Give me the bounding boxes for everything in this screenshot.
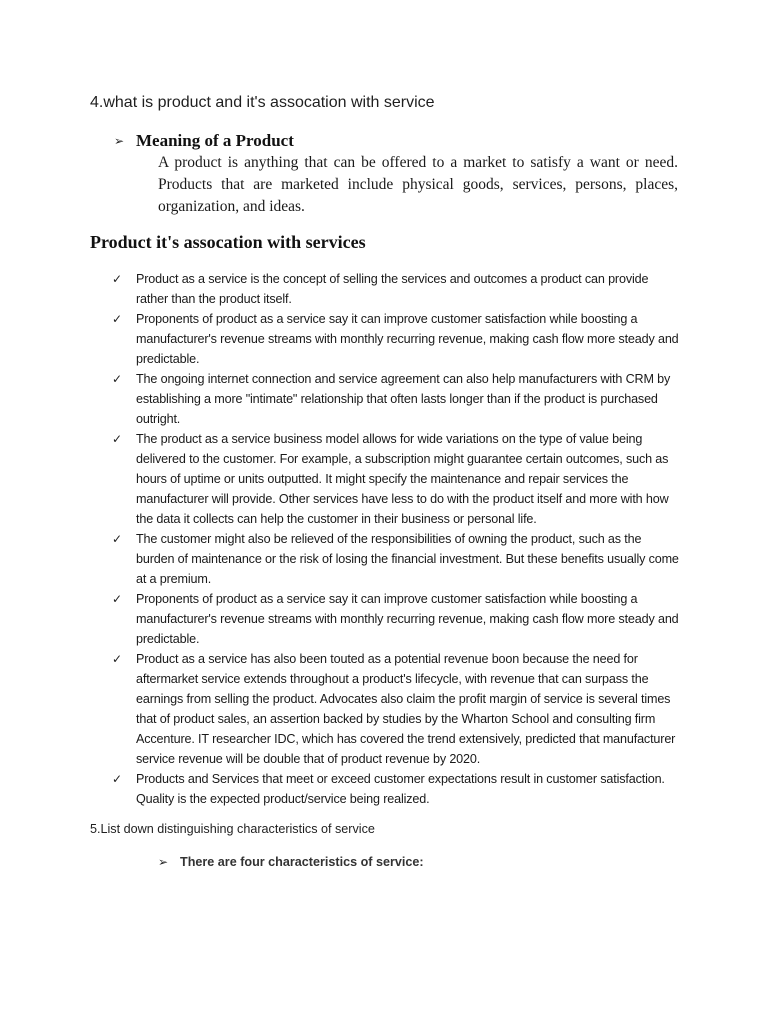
list-item	[110, 369, 682, 429]
list-item-text: The ongoing internet connection and service agreement can also help manufacturers with CRM by establishing a more "intimate" relationship that often lasts longer than if the product is purchased outright.	[136, 372, 671, 426]
list-item-text: Product as a service has also been touted as a potential revenue boon because the need for aftermarket service extends throughout a product's lifecycle, with revenue that can surpass the earnings from selling the product. Advocates also claim the profit margin of service is several times that of product sales, an assertion backed by studies by the Wharton School and consulting firm Accenture. IT researcher IDC, which has covered the trend extensively, predicted that manufacturer service revenue will be double that of product revenue by 2020.	[136, 652, 676, 766]
list-item-text: Proponents of product as a service say it can improve customer satisfaction while boosting a manufacturer's revenue streams with monthly recurring revenue, making cash flow more steady and predictable.	[136, 312, 679, 366]
list-item-text: The customer might also be relieved of the responsibilities of owning the product, such as the burden of maintenance or the risk of losing the financial investment. But these benefits usually come at a premium.	[136, 532, 679, 586]
list-item	[110, 309, 682, 369]
list-item	[110, 529, 682, 589]
checkmark-icon: ✓	[112, 312, 123, 326]
characteristics-text: There are four characteristics of service:	[180, 855, 424, 869]
list-item-text: Product as a service is the concept of selling the services and outcomes a product can provide rather than the product itself.	[136, 272, 649, 306]
checkmark-icon: ✓	[112, 652, 123, 666]
list-item	[110, 769, 682, 809]
checklist	[110, 269, 682, 809]
list-item	[110, 429, 682, 529]
checkmark-icon: ✓	[112, 772, 123, 786]
checkmark-icon: ✓	[112, 532, 123, 546]
list-item-text: Proponents of product as a service say it can improve customer satisfaction while boosting a manufacturer's revenue streams with monthly recurring revenue, making cash flow more steady and predictable.	[136, 592, 679, 646]
arrow-bullet-icon: ➢	[158, 855, 169, 869]
meaning-paragraph: A product is anything that can be offered to a market to satisfy a want or need. Products that are marketed include physical goods, services, persons, places, organization, and ideas.	[158, 154, 678, 215]
list-item	[110, 649, 682, 769]
list-item	[110, 589, 682, 649]
list-item-text: Products and Services that meet or exceed customer expectations result in customer satisfaction. Quality is the expected product/service being realized.	[136, 772, 665, 806]
question-5-heading: 5.List down distinguishing characteristics of service	[90, 822, 375, 836]
list-item-text: The product as a service business model allows for wide variations on the type of value being delivered to the customer. For example, a subscription might guarantee certain outcomes, such as hours of uptime or units outputted. It might specify the maintenance and repair services the manufacturer will provide. Other services have less to do with the product itself and more with how the data it collects can help the customer in their business or personal life.	[136, 432, 669, 526]
meaning-title: Meaning of a Product	[136, 131, 294, 150]
checkmark-icon: ✓	[112, 592, 123, 606]
question-4-heading: 4.what is product and it's assocation with service	[90, 94, 435, 111]
arrow-bullet-icon: ➢	[114, 134, 125, 148]
checkmark-icon: ✓	[112, 272, 123, 286]
checkmark-icon: ✓	[112, 372, 123, 386]
section-title: Product it's assocation with services	[90, 232, 366, 252]
checkmark-icon: ✓	[112, 432, 123, 446]
list-item	[110, 269, 682, 309]
